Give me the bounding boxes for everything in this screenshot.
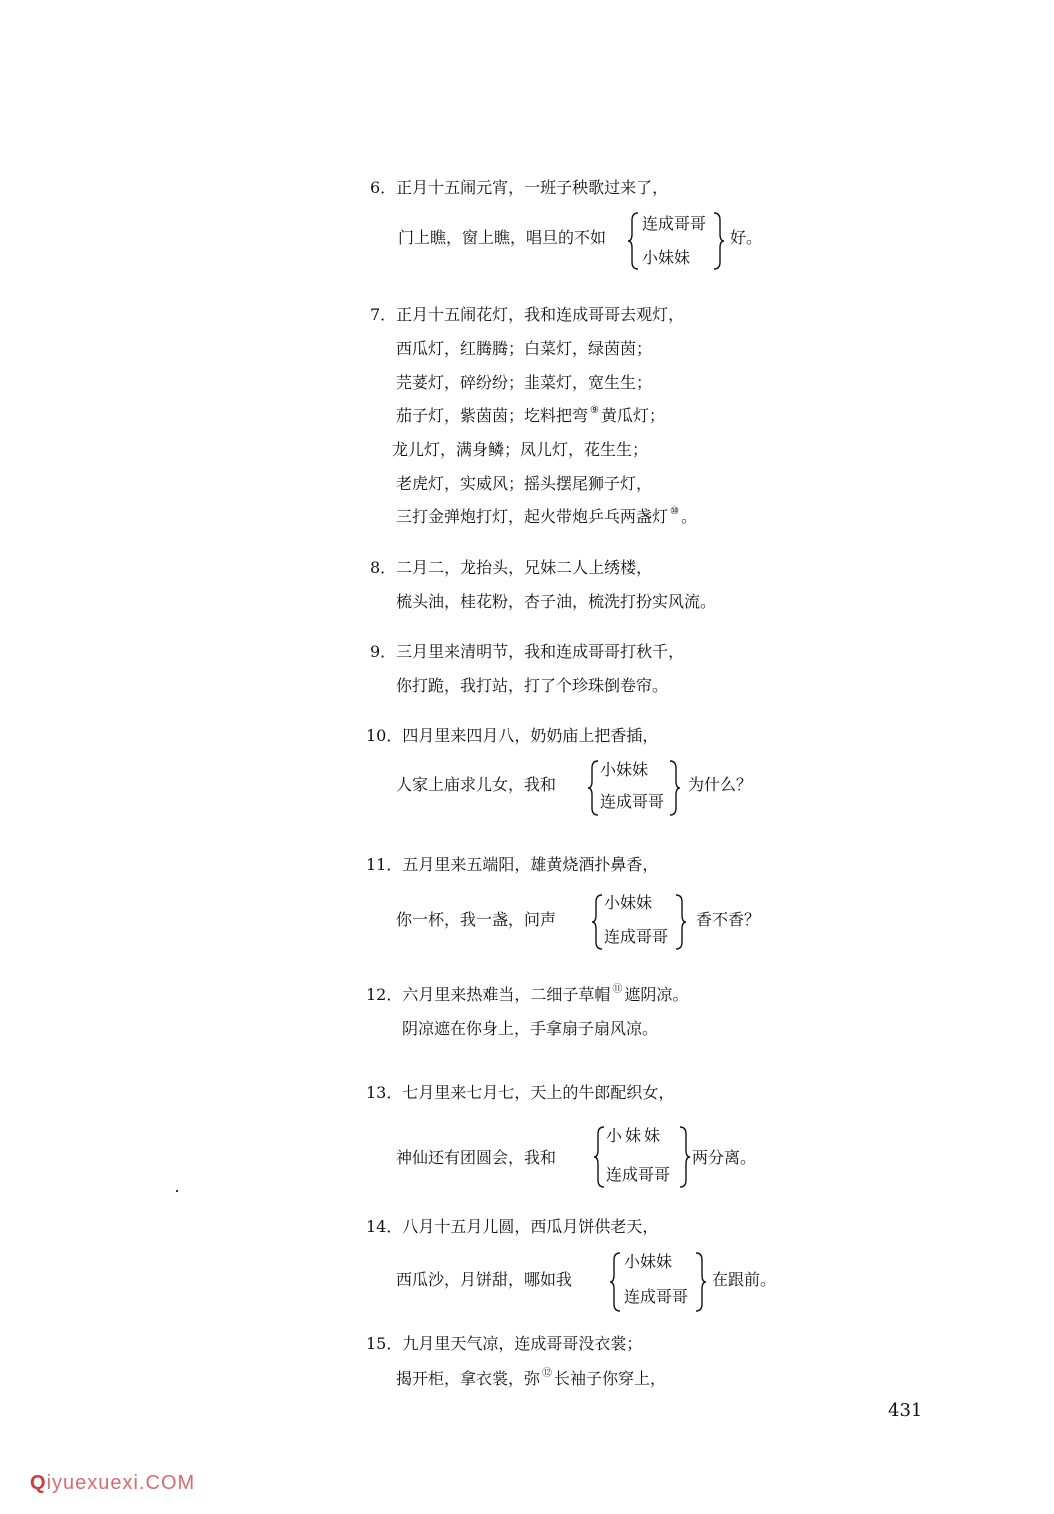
right-brace-icon — [694, 1252, 706, 1312]
verse-7-line-7-tail: 。 — [680, 507, 697, 526]
verse-14-lead: 西瓜沙，月饼甜，哪如我 — [396, 1270, 573, 1289]
verse-7-line-3: 芫荽灯，碎纷纷；韭菜灯，宽生生； — [396, 373, 653, 392]
verse-13-tail: 两分离。 — [692, 1148, 757, 1167]
verse-15-line-2-tail: 长袖子你穿上， — [554, 1369, 667, 1388]
left-brace-icon — [628, 212, 640, 270]
right-brace-icon — [678, 1126, 690, 1188]
verse-13-option-a: 小妹妹 — [606, 1126, 664, 1145]
footnote-11-marker: ⑪ — [612, 984, 623, 995]
left-brace-icon — [594, 1126, 606, 1188]
verse-12-line-1 — [366, 985, 688, 1008]
verse-15-line-2 — [396, 1369, 666, 1392]
verse-6-option-b: 小妹妹 — [642, 248, 691, 267]
verse-6-lead: 门上瞧，窗上瞧，唱旦的不如 — [398, 228, 607, 247]
verse-9-line-1: 9．三月里来清明节，我和连成哥哥打秋千， — [370, 642, 685, 661]
site-watermark — [30, 1472, 195, 1495]
print-speck — [176, 1190, 178, 1192]
verse-6-tail: 好。 — [730, 228, 763, 247]
verse-12-line-1-text: 12．六月里来热难当，二细子草帽 — [366, 985, 611, 1004]
verse-7-line-5: 龙儿灯，满身鳞；凤儿灯，花生生； — [392, 440, 649, 459]
footnote-12-marker: ⑫ — [542, 1368, 553, 1379]
verse-7-line-4 — [396, 406, 665, 429]
verse-11-line-1: 11．五月里来五端阳，雄黄烧酒扑鼻香， — [366, 855, 659, 874]
verse-13-option-b: 连成哥哥 — [606, 1165, 671, 1184]
verse-9-line-2: 你打跪，我打站，打了个珍珠倒卷帘。 — [396, 676, 669, 695]
verse-14-option-a: 小妹妹 — [624, 1252, 673, 1271]
verse-7-line-6: 老虎灯，实威风；摇头摆尾狮子灯， — [396, 474, 653, 493]
verse-10-option-a: 小妹妹 — [600, 760, 649, 779]
verse-14-tail: 在跟前。 — [712, 1270, 777, 1289]
verse-10-option-b: 连成哥哥 — [600, 792, 665, 811]
verse-14-line-1: 14．八月十五月儿圆，西瓜月饼供老天， — [366, 1217, 659, 1236]
left-brace-icon — [610, 1252, 622, 1312]
verse-7-line-7-text: 三打金弹炮打灯，起火带炮乒乓两盏灯 — [396, 507, 669, 526]
watermark-text: iyuexuexi.COM — [46, 1472, 196, 1494]
verse-10-tail: 为什么？ — [688, 775, 753, 794]
left-brace-icon — [592, 894, 604, 950]
verse-7-line-4-tail: 黄瓜灯； — [600, 406, 665, 425]
verse-11-option-a: 小妹妹 — [604, 893, 653, 912]
right-brace-icon — [668, 760, 680, 816]
page-number: 431 — [888, 1400, 923, 1421]
verse-8-line-2: 梳头油，桂花粉，杏子油，梳洗打扮实风流。 — [396, 592, 717, 611]
verse-15-line-2-text: 揭开柜，拿衣裳，弥 — [396, 1369, 541, 1388]
verse-7-line-1: 7．正月十五闹花灯，我和连成哥哥去观灯， — [370, 305, 685, 324]
watermark-q: Q — [30, 1472, 47, 1494]
verse-6-option-a: 连成哥哥 — [642, 214, 707, 233]
verse-11-tail: 香不香？ — [696, 910, 761, 929]
verse-7-line-4-text: 茄子灯，紫茵茵；圪料把弯 — [396, 406, 589, 425]
verse-10-lead: 人家上庙求儿女，我和 — [396, 775, 557, 794]
left-brace-icon — [588, 760, 600, 816]
verse-13-lead: 神仙还有团圆会，我和 — [396, 1148, 557, 1167]
verse-12-line-1-tail: 遮阴凉。 — [624, 985, 689, 1004]
verse-12-line-2: 阴凉遮在你身上，手拿扇子扇风凉。 — [402, 1019, 659, 1038]
verse-11-option-b: 连成哥哥 — [604, 927, 669, 946]
verse-15-line-1: 15．九月里天气凉，连成哥哥没衣裳； — [366, 1334, 643, 1353]
footnote-10-marker: ⑩ — [670, 506, 679, 517]
verse-13-line-1: 13．七月里来七月七，天上的牛郎配织女， — [366, 1083, 675, 1102]
verse-6-line-1: 6．正月十五闹元宵，一班子秧歌过来了， — [370, 178, 669, 197]
verse-7-line-2: 西瓜灯，红腾腾；白菜灯，绿茵茵； — [396, 339, 653, 358]
right-brace-icon — [712, 212, 724, 270]
verse-14-option-b: 连成哥哥 — [624, 1287, 689, 1306]
verse-8-line-1: 8．二月二，龙抬头，兄妹二人上绣楼， — [370, 558, 653, 577]
right-brace-icon — [674, 894, 686, 950]
footnote-9-marker: ⑨ — [590, 405, 599, 416]
verse-7-line-7 — [396, 507, 697, 530]
verse-11-lead: 你一杯，我一盏，问声 — [396, 910, 557, 929]
verse-10-line-1: 10．四月里来四月八，奶奶庙上把香插， — [366, 726, 659, 745]
